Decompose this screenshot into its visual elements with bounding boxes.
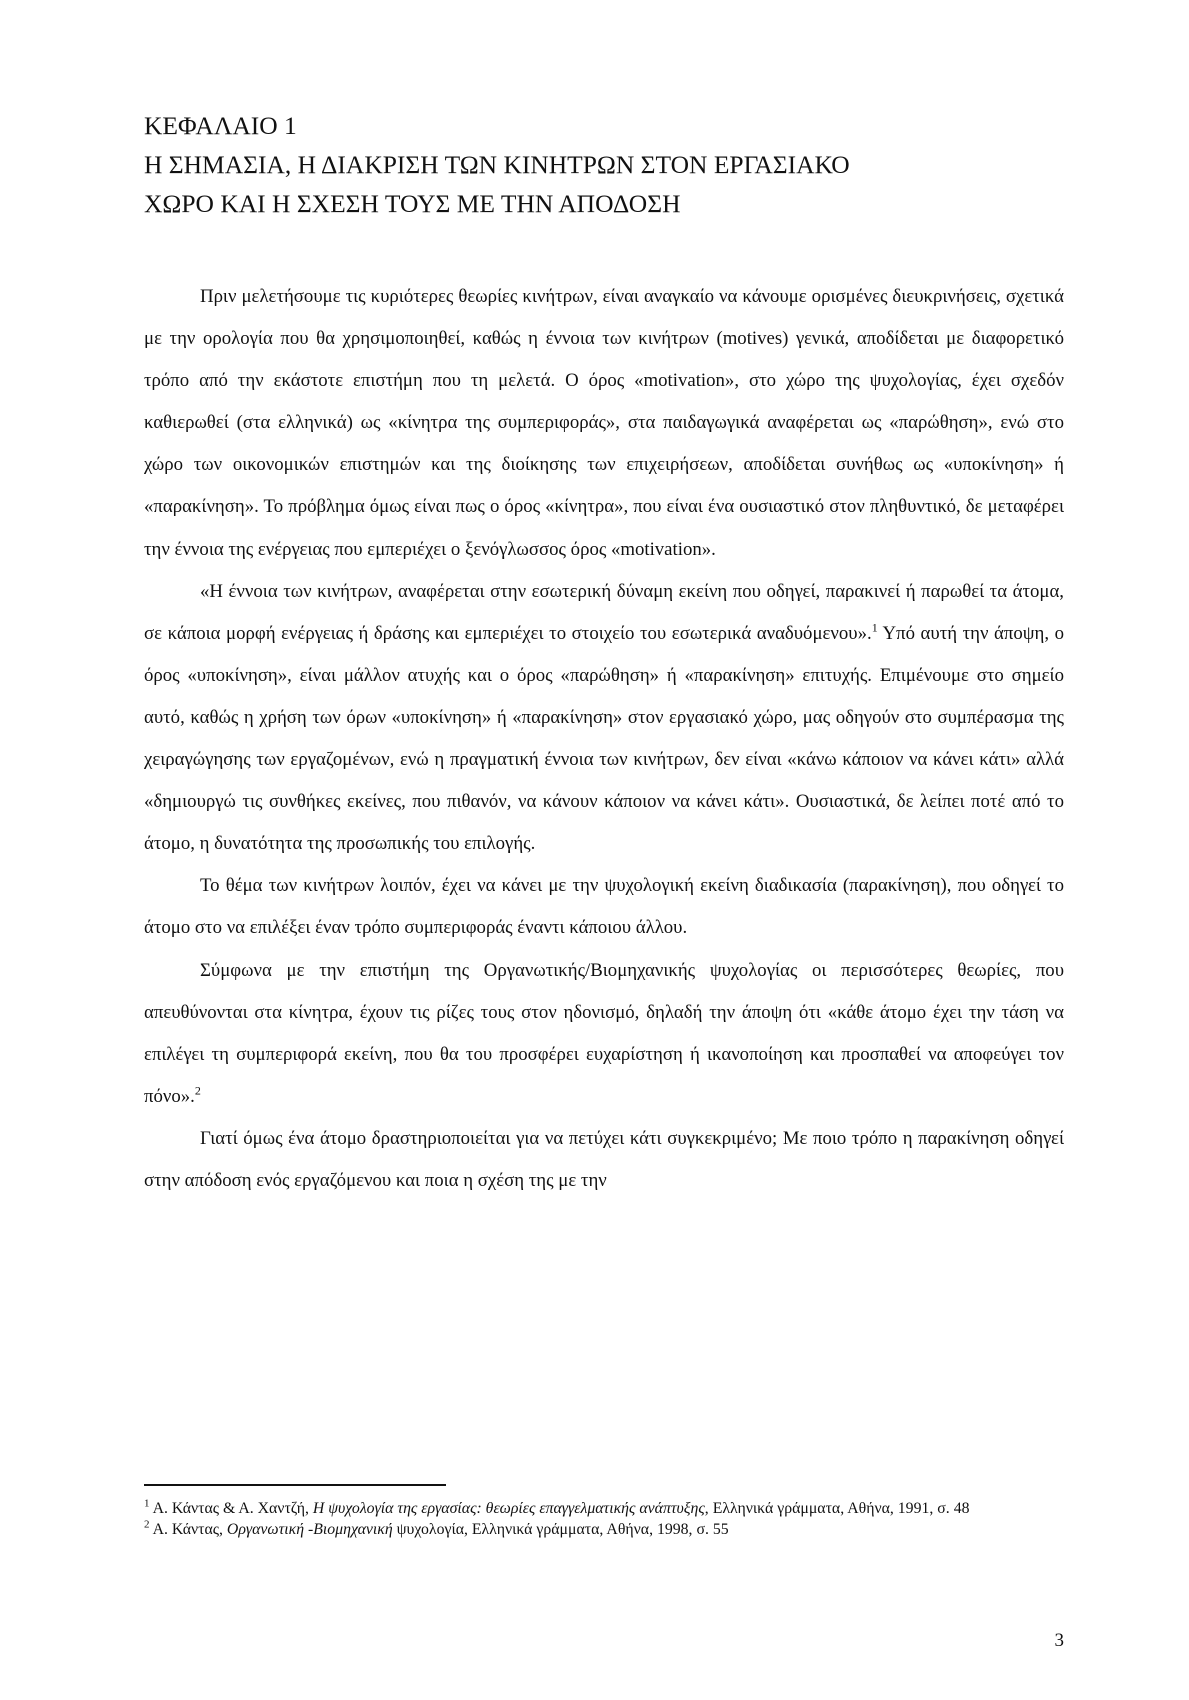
paragraph-4 — [144, 950, 1064, 1118]
footnote-ref-2: 2 — [194, 1083, 201, 1098]
footnote-divider — [144, 1484, 446, 1486]
footnote-2-publisher: ψυχολογία, Ελληνικά γράμματα, Αθήνα, 1998, σ. 55 — [392, 1521, 729, 1538]
paragraph-4-text: Σύμφωνα με την επιστήμη της Οργανωτικής/Βιομηχανικής ψυχολογίας οι περισσότερες θεωρίες, που απευθύνονται στα κίνητρα, έχουν τις ρίζες τους στον ηδονισμό, δηλαδή την άποψη ότι «κάθε άτομο έχει την τάση να επιλέγει τη συμπεριφορά εκείνη, που θα του προσφέρει ευχαρίστηση ή ικανοποίηση και προσπαθεί να αποφεύγει τον πόνο». — [144, 959, 1064, 1107]
footnote-1 — [144, 1498, 1024, 1519]
body-text — [144, 276, 1064, 1202]
chapter-number: ΚΕΦΑΛΑΙΟ 1 — [144, 111, 297, 140]
footnote-2-author: Α. Κάντας, — [149, 1521, 227, 1538]
footnote-1-author: Α. Κάντας & Α. Χαντζή, — [149, 1500, 313, 1517]
paragraph-2-quote: «Η έννοια των κινήτρων, αναφέρεται στην εσωτερική δύναμη εκείνη που οδηγεί, παρακινεί ή παρωθεί τα άτομα, σε κάποια μορφή ενέργειας ή δράσης και εμπεριέχει το στοιχείο του εσωτερικά αναδυόμενου». — [144, 580, 1064, 644]
footnote-1-title: Η ψυχολογία της εργασίας: θεωρίες επαγγελματικής ανάπτυξης — [312, 1500, 705, 1517]
chapter-title-line-2: ΧΩΡΟ ΚΑΙ Η ΣΧΕΣΗ ΤΟΥΣ ΜΕ ΤΗΝ ΑΠΟΔΟΣΗ — [144, 189, 681, 218]
paragraph-5: Γιατί όμως ένα άτομο δραστηριοποιείται για να πετύχει κάτι συγκεκριμένο; Με ποιο τρόπο η παρακίνηση οδηγεί στην απόδοση ενός εργαζόμενου και ποια η σχέση της με την — [144, 1127, 1064, 1191]
footnote-ref-1: 1 — [871, 620, 878, 635]
chapter-heading — [144, 106, 1074, 223]
footnote-2-title: Οργανωτική -Βιομηχανική — [226, 1521, 393, 1538]
chapter-title-line-1: Η ΣΗΜΑΣΙΑ, Η ΔΙΑΚΡΙΣΗ ΤΩΝ ΚΙΝΗΤΡΩΝ ΣΤΟΝ ΕΡΓΑΣΙΑΚΟ — [144, 150, 850, 179]
footnote-2 — [144, 1519, 1024, 1540]
paragraph-1: Πριν μελετήσουμε τις κυριότερες θεωρίες κινήτρων, είναι αναγκαίο να κάνουμε ορισμένες διευκρινήσεις, σχετικά με την ορολογία που θα χρησιμοποιηθεί, καθώς η έννοια των κινήτρων (motives) γενικά, αποδίδεται με διαφορετικό τρόπο από την εκάστοτε επιστήμη που τη μελετά. Ο όρος «motivation», στο χώρο της ψυχολογίας, έχει σχεδόν καθιερωθεί (στα ελληνικά) ως «κίνητρα της συμπεριφοράς», στα παιδαγωγικά αναφέρεται ως «παρώθηση», ενώ στο χώρο των οικονομικών επιστημών και της διοίκησης των επιχειρήσεων, αποδίδεται συνήθως ως «υποκίνηση» ή «παρακίνηση». Το πρόβλημα όμως είναι πως ο όρος «κίνητρα», που είναι ένα ουσιαστικό στον πληθυντικό, δε μεταφέρει την έννοια της ενέργειας που εμπεριέχει ο ξενόγλωσσος όρος «motivation». — [144, 286, 1064, 560]
footnotes — [144, 1498, 1024, 1540]
footnote-1-number: 1 — [144, 1497, 150, 1510]
footnote-2-number: 2 — [144, 1518, 150, 1531]
footnote-1-publisher: , Ελληνικά γράμματα, Αθήνα, 1991, σ. 48 — [704, 1500, 970, 1517]
paragraph-3: Το θέμα των κινήτρων λοιπόν, έχει να κάνει με την ψυχολογική εκείνη διαδικασία (παρακίνηση), που οδηγεί το άτομο στο να επιλέξει έναν τρόπο συμπεριφοράς έναντι κάποιου άλλου. — [144, 875, 1064, 939]
paragraph-2 — [144, 571, 1064, 866]
page-number: 3 — [1054, 1630, 1064, 1651]
paragraph-2-text: Υπό αυτή την άποψη, ο όρος «υποκίνηση», είναι μάλλον ατυχής και ο όρος «παρώθηση» ή «παρακίνηση» επιτυχής. Επιμένουμε στο σημείο αυτό, καθώς η χρήση των όρων «υποκίνηση» ή «παρακίνηση» στον εργασιακό χώρο, μας οδηγούν στο συμπέρασμα της χειραγώγησης των εργαζομένων, ενώ η πραγματική έννοια των κινήτρων, δεν είναι «κάνω κάποιον να κάνει κάτι» αλλά «δημιουργώ τις συνθήκες εκείνες, που πιθανόν, να κάνουν κάποιον να κάνει κάτι». Ουσιαστικά, δε λείπει ποτέ από το άτομο, η δυνατότητα της προσωπικής του επιλογής. — [144, 622, 1065, 855]
